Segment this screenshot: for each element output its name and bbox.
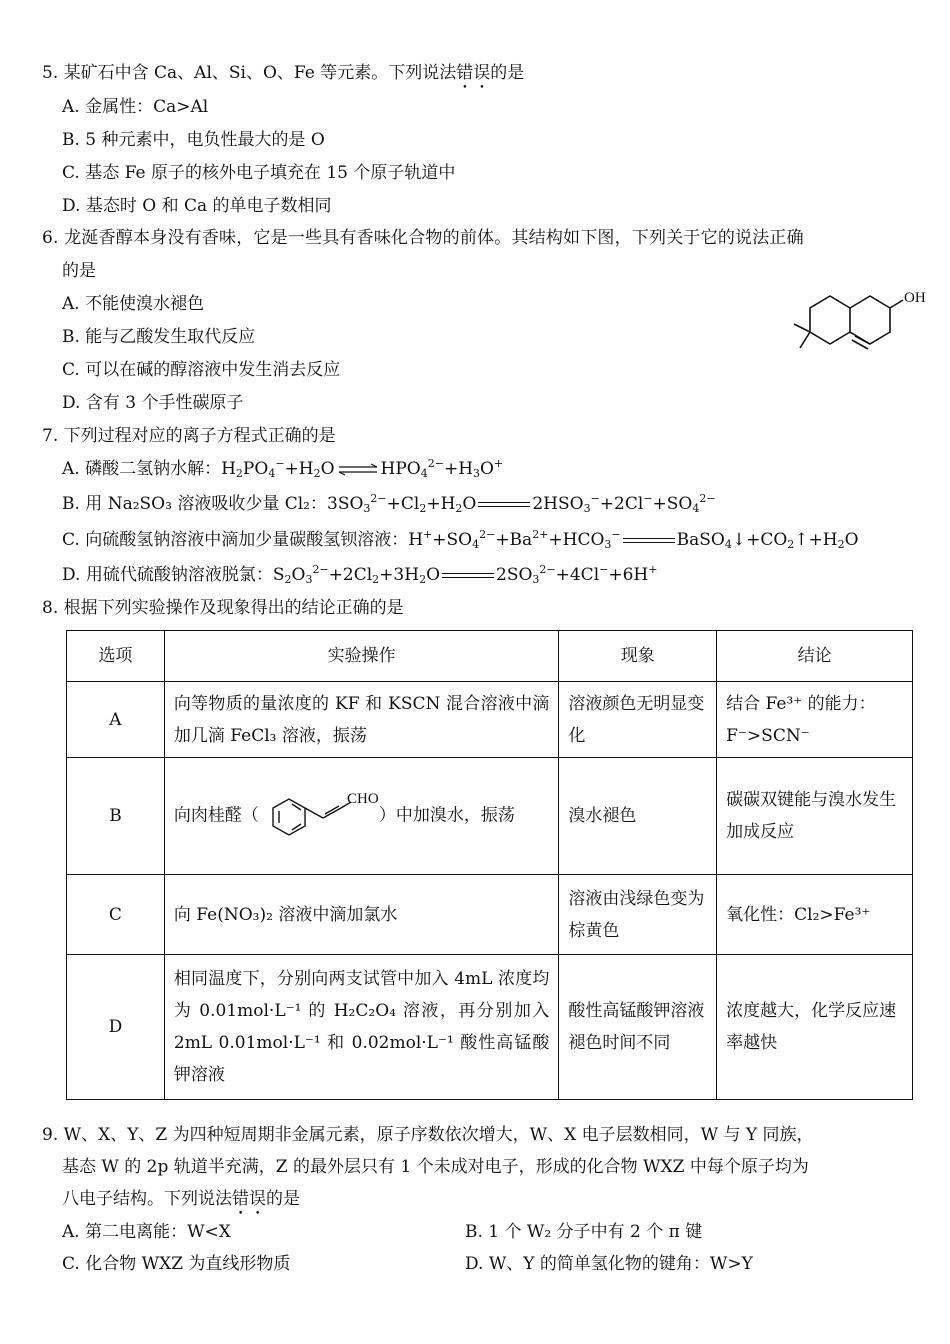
q6-option-a[interactable]: A. 不能使溴水褪色 [62, 294, 205, 314]
header-operation: 实验操作 [164, 631, 559, 682]
row-a-conclusion: 结合 Fe³⁺ 的能力：F⁻>SCN⁻ [717, 682, 913, 758]
row-c-phenomenon: 溶液由浅绿色变为棕黄色 [559, 875, 717, 955]
row-b-operation-post: ）中加溴水，振荡 [378, 805, 515, 826]
q9-stem-line2: 基态 W 的 2p 轨道半充满，Z 的最外层只有 1 个未成对电子，形成的化合物 WXZ 中每个原子均为 [62, 1157, 809, 1177]
q9-stem-end: 的是 [266, 1189, 300, 1209]
q5-stem [42, 62, 524, 93]
cho-label: CHO [346, 791, 379, 807]
experiment-table [66, 630, 913, 1100]
q7-option-b-label: B. 用 Na₂SO₃ 溶液吸收少量 Cl₂： [62, 494, 327, 514]
header-option: 选项 [67, 631, 165, 682]
row-c-option: C [67, 875, 165, 955]
row-c-conclusion: 氧化性：Cl₂>Fe³⁺ [717, 875, 913, 955]
table-row [67, 758, 913, 875]
reversible-arrow-icon [337, 463, 379, 477]
q7-option-d[interactable]: D. 用硫代硫酸钠溶液脱氯：$S_2O_3^{2-}+2Cl_2+3H_2O$ $2SO_3^{2-}+4Cl^-+6H^+$ [62, 563, 658, 586]
q7-option-c[interactable]: C. 向硫酸氢钠溶液中滴加少量碳酸氢钡溶液：$H^++SO_4^{2-}+Ba^{2+}+HCO_3^-$ $BaSO_4↓+CO_2↑+H_2O$ [62, 528, 859, 551]
q9-stem-line3 [62, 1188, 300, 1219]
q7-option-d-label: D. 用硫代硫酸钠溶液脱氯： [62, 565, 273, 585]
row-d-conclusion: 浓度越大，化学反应速率越快 [717, 955, 913, 1100]
equals-sign-icon [623, 536, 675, 546]
q7-option-c-label: C. 向硫酸氢钠溶液中滴加少量碳酸氢钡溶液： [62, 530, 409, 550]
q6-option-b[interactable]: B. 能与乙酸发生取代反应 [62, 327, 256, 347]
q6-stem-line2: 的是 [62, 261, 96, 281]
row-d-option: D [67, 955, 165, 1100]
row-b-option: B [67, 758, 165, 875]
row-b-operation-pre: 向肉桂醛（ [173, 805, 259, 826]
row-b-conclusion: 碳碳双键能与溴水发生加成反应 [717, 758, 913, 875]
row-a-operation: 向等物质的量浓度的 KF 和 KSCN 混合溶液中滴加几滴 FeCl₃ 溶液，振荡 [164, 682, 559, 758]
row-b-operation [164, 758, 559, 875]
cinnamaldehyde-structure [259, 790, 379, 842]
q8-stem: 8. 根据下列实验操作及现象得出的结论正确的是 [42, 598, 404, 618]
q9-option-b[interactable]: B. 1 个 W₂ 分子中有 2 个 π 键 [465, 1222, 703, 1242]
q9-option-a[interactable]: A. 第二电离能：W<X [62, 1222, 231, 1242]
table-row [67, 682, 913, 758]
row-c-operation: 向 Fe(NO₃)₂ 溶液中滴加氯水 [164, 875, 559, 955]
row-b-phenomenon: 溴水褪色 [559, 758, 717, 875]
table-row [67, 955, 913, 1100]
q9-stem-line1: 9. W、X、Y、Z 为四种短周期非金属元素，原子序数依次增大，W、X 电子层数相同，W 与 Y 同族， [42, 1125, 814, 1145]
row-d-operation: 相同温度下，分别向两支试管中加入 4mL 浓度均为 0.01mol·L⁻¹ 的 H₂C₂O₄ 溶液，再分别加入 2mL 0.01mol·L⁻¹ 和 0.02mol·L⁻¹ 酸性高锰酸钾溶液 [164, 955, 559, 1100]
q5-stem-end: 的是 [490, 63, 525, 83]
q6-stem-line1: 6. 龙涎香醇本身没有香味，它是一些具有香味化合物的前体。其结构如下图，下列关于它的说法正确 [42, 228, 804, 248]
header-conclusion: 结论 [717, 631, 913, 682]
q9-option-d[interactable]: D. W、Y 的简单氢化物的键角：W>Y [465, 1254, 753, 1274]
q9-option-c[interactable]: C. 化合物 WXZ 为直线形物质 [62, 1254, 291, 1274]
q7-option-a[interactable]: A. 磷酸二氢钠水解：$H_2PO_4^-+H_2O$ $HPO_4^{2-}+H_3O^+$ [62, 457, 504, 480]
q7-option-b[interactable]: B. 用 Na₂SO₃ 溶液吸收少量 Cl₂：$3SO_3^{2-}+Cl_2+H_2O$ $2HSO_3^-+2Cl^-+SO_4^{2-}$ [62, 492, 716, 515]
table-row [67, 875, 913, 955]
row-d-phenomenon: 酸性高锰酸钾溶液褪色时间不同 [559, 955, 717, 1100]
q7-option-a-label: A. 磷酸二氢钠水解： [62, 459, 222, 479]
q5-option-a[interactable]: A. 金属性：Ca>Al [62, 97, 209, 117]
q9-stem-text: 八电子结构。下列说法 [62, 1189, 232, 1209]
q5-option-b[interactable]: B. 5 种元素中，电负性最大的是 O [62, 130, 325, 150]
q5-option-c[interactable]: C. 基态 Fe 原子的核外电子填充在 15 个原子轨道中 [62, 163, 456, 183]
table-header-row [67, 631, 913, 682]
header-phenomenon: 现象 [559, 631, 717, 682]
q9-stem-emphasis: 错误 [232, 1189, 266, 1209]
q6-option-c[interactable]: C. 可以在碱的醇溶液中发生消去反应 [62, 360, 341, 380]
oh-label: OH [904, 290, 926, 306]
q6-option-d[interactable]: D. 含有 3 个手性碳原子 [62, 393, 244, 413]
row-a-option: A [67, 682, 165, 758]
row-a-phenomenon: 溶液颜色无明显变化 [559, 682, 717, 758]
q5-stem-emphasis: 错误 [456, 63, 491, 83]
equals-sign-icon [442, 571, 494, 581]
q5-option-d[interactable]: D. 基态时 O 和 Ca 的单电子数相同 [62, 196, 332, 216]
q7-stem: 7. 下列过程对应的离子方程式正确的是 [42, 426, 336, 446]
q5-stem-text: 5. 某矿石中含 Ca、Al、Si、O、Fe 等元素。下列说法 [42, 63, 457, 83]
ambergris-alcohol-structure [790, 278, 930, 388]
equals-sign-icon [478, 500, 530, 510]
